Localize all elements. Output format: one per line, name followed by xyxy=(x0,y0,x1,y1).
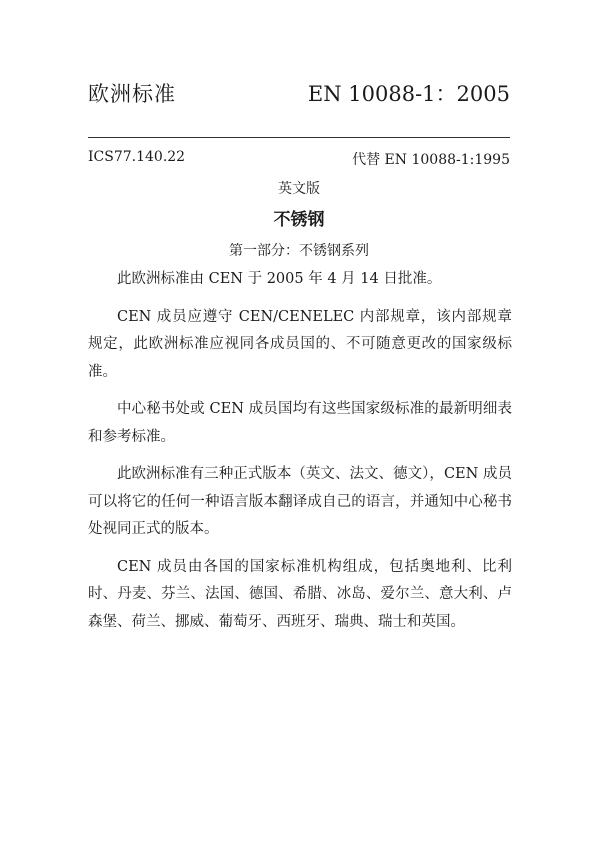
body-text xyxy=(88,266,512,646)
paragraph-versions: 此欧洲标准有三种正式版本（英文、法文、德文），CEN 成员可以将它的任何一种语言版本翻译成自己的语言，并通知中心秘书处视同正式的版本。 xyxy=(88,466,512,537)
standard-type-heading: 欧洲标准 xyxy=(88,82,176,106)
paragraph-members: CEN 成员由各国的国家标准机构组成，包括奥地利、比利时、丹麦、芬兰、法国、德国、希腊、冰岛、爱尔兰、意大利、卢森堡、荷兰、挪威、葡萄牙、西班牙、瑞典、瑞士和英国。 xyxy=(88,558,512,630)
replaces-note: 代替 EN 10088-1:1995 xyxy=(352,152,510,168)
ics-code: ICS77.140.22 xyxy=(88,149,186,165)
part-subtitle: 第一部分：不锈钢系列 xyxy=(229,243,369,259)
paragraph-approval: 此欧洲标准由 CEN 于 2005 年 4 月 14 日批准。 xyxy=(117,271,442,287)
paragraph-regulations: CEN 成员应遵守 CEN/CENELEC 内部规章，该内部规章规定，此欧洲标准应视同各成员国的、不可随意更改的国家级标准。 xyxy=(88,308,512,380)
version-label: 英文版 xyxy=(278,181,320,197)
paragraph-references: 中心秘书处或 CEN 成员国均有这些国家级标准的最新明细表和参考标准。 xyxy=(88,401,512,445)
document-title: 不锈钢 xyxy=(273,210,325,230)
header-divider xyxy=(88,137,510,138)
standard-number: EN 10088-1：2005 xyxy=(307,82,510,106)
